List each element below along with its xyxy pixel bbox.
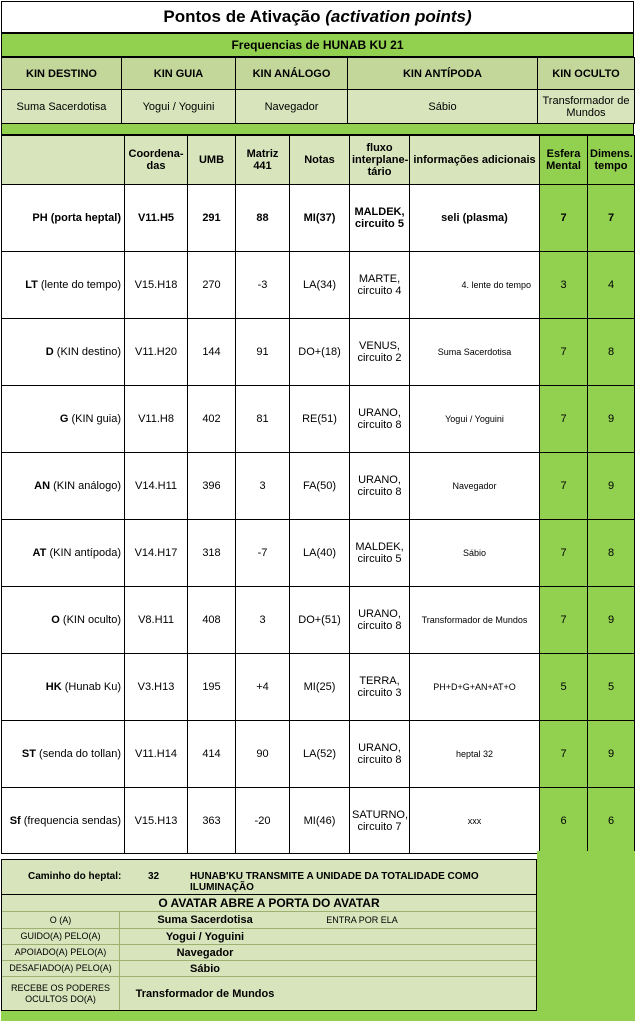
point-label: (lente do tempo): [40, 279, 121, 291]
table-row: [2, 721, 635, 788]
table-row: [2, 252, 635, 319]
cell-info: 4. lente do tempo: [410, 252, 540, 319]
table-row: [2, 386, 635, 453]
avatar-row-label: O (A): [2, 912, 120, 928]
cell-fluxo: VENUS, circuito 2: [350, 319, 410, 386]
avatar-row-label: DESAFIADO(A) PELO(A): [2, 961, 120, 976]
point-code: AT: [32, 547, 47, 559]
table-row: [2, 788, 635, 854]
cell-esfera: 7: [540, 587, 588, 654]
point-label: (KIN antípoda): [49, 547, 121, 559]
cell-esfera: 5: [540, 654, 588, 721]
cell-info: Yogui / Yoguini: [410, 386, 540, 453]
point-label: (frequencia sendas): [23, 814, 121, 827]
cell-info: PH+D+G+AN+AT+O: [410, 654, 540, 721]
cell-matriz: 88: [236, 185, 290, 252]
point-label: (KIN destino): [56, 346, 121, 358]
cell-matriz: +4: [236, 654, 290, 721]
cell-esfera: 7: [540, 520, 588, 587]
kin-value-guia: Yogui / Yoguini: [122, 90, 236, 124]
cell-point: [2, 386, 125, 453]
kin-header-destino: KIN DESTINO: [2, 58, 122, 90]
point-code: LT: [25, 279, 38, 291]
point-code: Sf: [9, 814, 21, 827]
cell-umb: 195: [188, 654, 236, 721]
cell-matriz: 3: [236, 587, 290, 654]
cell-coord: V15.H18: [125, 252, 188, 319]
subtitle-bar: [1, 33, 634, 57]
kin-table: [1, 57, 635, 124]
cell-nota: LA(52): [290, 721, 350, 788]
cell-info: xxx: [410, 788, 540, 854]
cell-point: [2, 252, 125, 319]
cell-dim: 6: [588, 788, 635, 854]
cell-umb: 402: [188, 386, 236, 453]
cell-esfera: 6: [540, 788, 588, 854]
cell-point: [2, 520, 125, 587]
cell-coord: V11.H5: [125, 185, 188, 252]
cell-matriz: 3: [236, 453, 290, 520]
cell-umb: 396: [188, 453, 236, 520]
heptal-bar: [1, 859, 537, 895]
avatar-row-label: GUIDO(A) PELO(A): [2, 929, 120, 944]
avatar-row-extra: ENTRA POR ELA: [326, 915, 398, 925]
spacer-strip: [1, 123, 634, 135]
kin-value-antipoda: Sábio: [348, 90, 538, 124]
table-row: [2, 185, 635, 252]
kin-header-analogo: KIN ANÁLOGO: [236, 58, 348, 90]
header-info: informações adicionais: [410, 136, 540, 185]
cell-umb: 408: [188, 587, 236, 654]
cell-dim: 9: [588, 453, 635, 520]
cell-fluxo: SATURNO, circuito 7: [350, 788, 410, 854]
point-label: (Hunab Ku): [64, 681, 121, 693]
avatar-row-label: APOIADO(A) PELO(A): [2, 945, 120, 960]
table-row: [2, 520, 635, 587]
avatar-row-label: RECEBE OS PODERES OCULTOS DO(A): [2, 977, 120, 1010]
cell-dim: 9: [588, 386, 635, 453]
header-esfera: Esfera Mental: [540, 136, 588, 185]
cell-nota: LA(34): [290, 252, 350, 319]
cell-point: [2, 185, 125, 252]
point-label: (KIN oculto): [62, 614, 121, 626]
cell-fluxo: TERRA, circuito 3: [350, 654, 410, 721]
cell-point: [2, 654, 125, 721]
point-code: ST: [21, 748, 36, 760]
cell-info: heptal 32: [410, 721, 540, 788]
cell-matriz: 91: [236, 319, 290, 386]
cell-nota: DO+(18): [290, 319, 350, 386]
point-code: PH: [32, 212, 48, 224]
avatar-row-value: Navegador: [176, 946, 234, 959]
kin-value-oculto: Transformador de Mundos: [538, 90, 635, 124]
cell-matriz: -7: [236, 520, 290, 587]
point-label: (KIN análogo): [53, 480, 121, 492]
avatar-row-value: Sábio: [190, 962, 220, 975]
cell-point: [2, 587, 125, 654]
cell-coord: V15.H13: [125, 788, 188, 854]
subtitle-text: Frequencias de HUNAB KU 21: [231, 38, 404, 52]
cell-nota: MI(25): [290, 654, 350, 721]
kin-value-analogo: Navegador: [236, 90, 348, 124]
kin-value-destino: Suma Sacerdotisa: [2, 90, 122, 124]
table-row: [2, 654, 635, 721]
right-green-block: [537, 851, 635, 1011]
avatar-title: O AVATAR ABRE A PORTA DO AVATAR: [2, 895, 536, 912]
cell-dim: 5: [588, 654, 635, 721]
point-label: (senda do tollan): [39, 748, 121, 760]
kin-header-row: [2, 58, 635, 90]
point-code: AN: [34, 480, 51, 492]
cell-point: [2, 721, 125, 788]
table-row: [2, 587, 635, 654]
cell-coord: V14.H11: [125, 453, 188, 520]
avatar-row-value: Transformador de Mundos: [135, 987, 275, 1000]
cell-fluxo: URANO, circuito 8: [350, 386, 410, 453]
cell-info: Sábio: [410, 520, 540, 587]
page-title: [1, 1, 634, 33]
cell-coord: V11.H20: [125, 319, 188, 386]
cell-matriz: 81: [236, 386, 290, 453]
point-label: (KIN guia): [71, 413, 121, 425]
cell-esfera: 7: [540, 453, 588, 520]
avatar-row-extra: [302, 977, 422, 1010]
cell-info: Suma Sacerdotisa: [410, 319, 540, 386]
header-point: [2, 136, 125, 185]
kin-header-antipoda: KIN ANTÍPODA: [348, 58, 538, 90]
avatar-row: [2, 912, 536, 929]
header-notas: Notas: [290, 136, 350, 185]
cell-fluxo: URANO, circuito 8: [350, 721, 410, 788]
cell-fluxo: MARTE, circuito 4: [350, 252, 410, 319]
cell-point: [2, 319, 125, 386]
header-fluxo: fluxo interplane-tário: [350, 136, 410, 185]
header-dim: Dimens. tempo: [588, 136, 635, 185]
cell-fluxo: URANO, circuito 8: [350, 453, 410, 520]
cell-matriz: 90: [236, 721, 290, 788]
avatar-row-extra: [302, 945, 422, 960]
kin-header-guia: KIN GUIA: [122, 58, 236, 90]
cell-dim: 4: [588, 252, 635, 319]
header-coord: Coordena-das: [125, 136, 188, 185]
cell-umb: 318: [188, 520, 236, 587]
cell-umb: 363: [188, 788, 236, 854]
cell-dim: 7: [588, 185, 635, 252]
cell-fluxo: URANO, circuito 8: [350, 587, 410, 654]
avatar-row: [2, 945, 536, 961]
point-label: (porta heptal): [50, 212, 121, 224]
avatar-row: [2, 929, 536, 945]
point-code: HK: [45, 681, 62, 693]
cell-umb: 291: [188, 185, 236, 252]
point-code: D: [45, 346, 54, 358]
page-title-text: Pontos de Ativação: [163, 7, 321, 26]
cell-esfera: 7: [540, 721, 588, 788]
cell-nota: FA(50): [290, 453, 350, 520]
cell-esfera: 3: [540, 252, 588, 319]
cell-coord: V14.H17: [125, 520, 188, 587]
kin-header-oculto: KIN OCULTO: [538, 58, 635, 90]
cell-esfera: 7: [540, 185, 588, 252]
avatar-row-extra: [302, 929, 422, 944]
cell-coord: V11.H14: [125, 721, 188, 788]
cell-dim: 8: [588, 319, 635, 386]
avatar-row: [2, 961, 536, 977]
cell-dim: 9: [588, 721, 635, 788]
cell-umb: 144: [188, 319, 236, 386]
cell-dim: 9: [588, 587, 635, 654]
kin-value-row: [2, 90, 635, 124]
cell-umb: 414: [188, 721, 236, 788]
avatar-row-value: Suma Sacerdotisa: [157, 914, 253, 926]
page-title-italic: (activation points): [325, 7, 472, 26]
cell-esfera: 7: [540, 386, 588, 453]
cell-nota: MI(37): [290, 185, 350, 252]
point-code: O: [51, 614, 60, 626]
cell-nota: LA(40): [290, 520, 350, 587]
cell-coord: V11.H8: [125, 386, 188, 453]
cell-fluxo: MALDEK, circuito 5: [350, 185, 410, 252]
avatar-box: [1, 895, 537, 1011]
cell-info: Navegador: [410, 453, 540, 520]
cell-info: seli (plasma): [410, 185, 540, 252]
avatar-row-extra: [302, 961, 422, 976]
cell-umb: 270: [188, 252, 236, 319]
cell-coord: V8.H11: [125, 587, 188, 654]
activation-header-row: [2, 136, 635, 185]
table-row: [2, 319, 635, 386]
cell-nota: MI(46): [290, 788, 350, 854]
heptal-text: HUNAB'KU TRANSMITE A UNIDADE DA TOTALIDADE COMO ILUMINAÇÃO: [190, 871, 479, 893]
point-code: G: [59, 413, 69, 425]
heptal-label: Caminho do heptal:: [28, 871, 122, 882]
activation-table: [1, 135, 635, 854]
cell-fluxo: MALDEK, circuito 5: [350, 520, 410, 587]
avatar-row-value: Yogui / Yoguini: [165, 930, 245, 943]
header-umb: UMB: [188, 136, 236, 185]
cell-dim: 8: [588, 520, 635, 587]
header-matriz: Matriz 441: [236, 136, 290, 185]
cell-matriz: -20: [236, 788, 290, 854]
cell-info: Transformador de Mundos: [410, 587, 540, 654]
cell-esfera: 7: [540, 319, 588, 386]
cell-nota: RE(51): [290, 386, 350, 453]
cell-point: [2, 788, 125, 854]
cell-point: [2, 453, 125, 520]
cell-coord: V3.H13: [125, 654, 188, 721]
heptal-value: 32: [148, 871, 160, 882]
cell-nota: DO+(51): [290, 587, 350, 654]
bottom-green-strip: [1, 1011, 635, 1021]
cell-matriz: -3: [236, 252, 290, 319]
table-row: [2, 453, 635, 520]
avatar-row: [2, 977, 536, 1010]
